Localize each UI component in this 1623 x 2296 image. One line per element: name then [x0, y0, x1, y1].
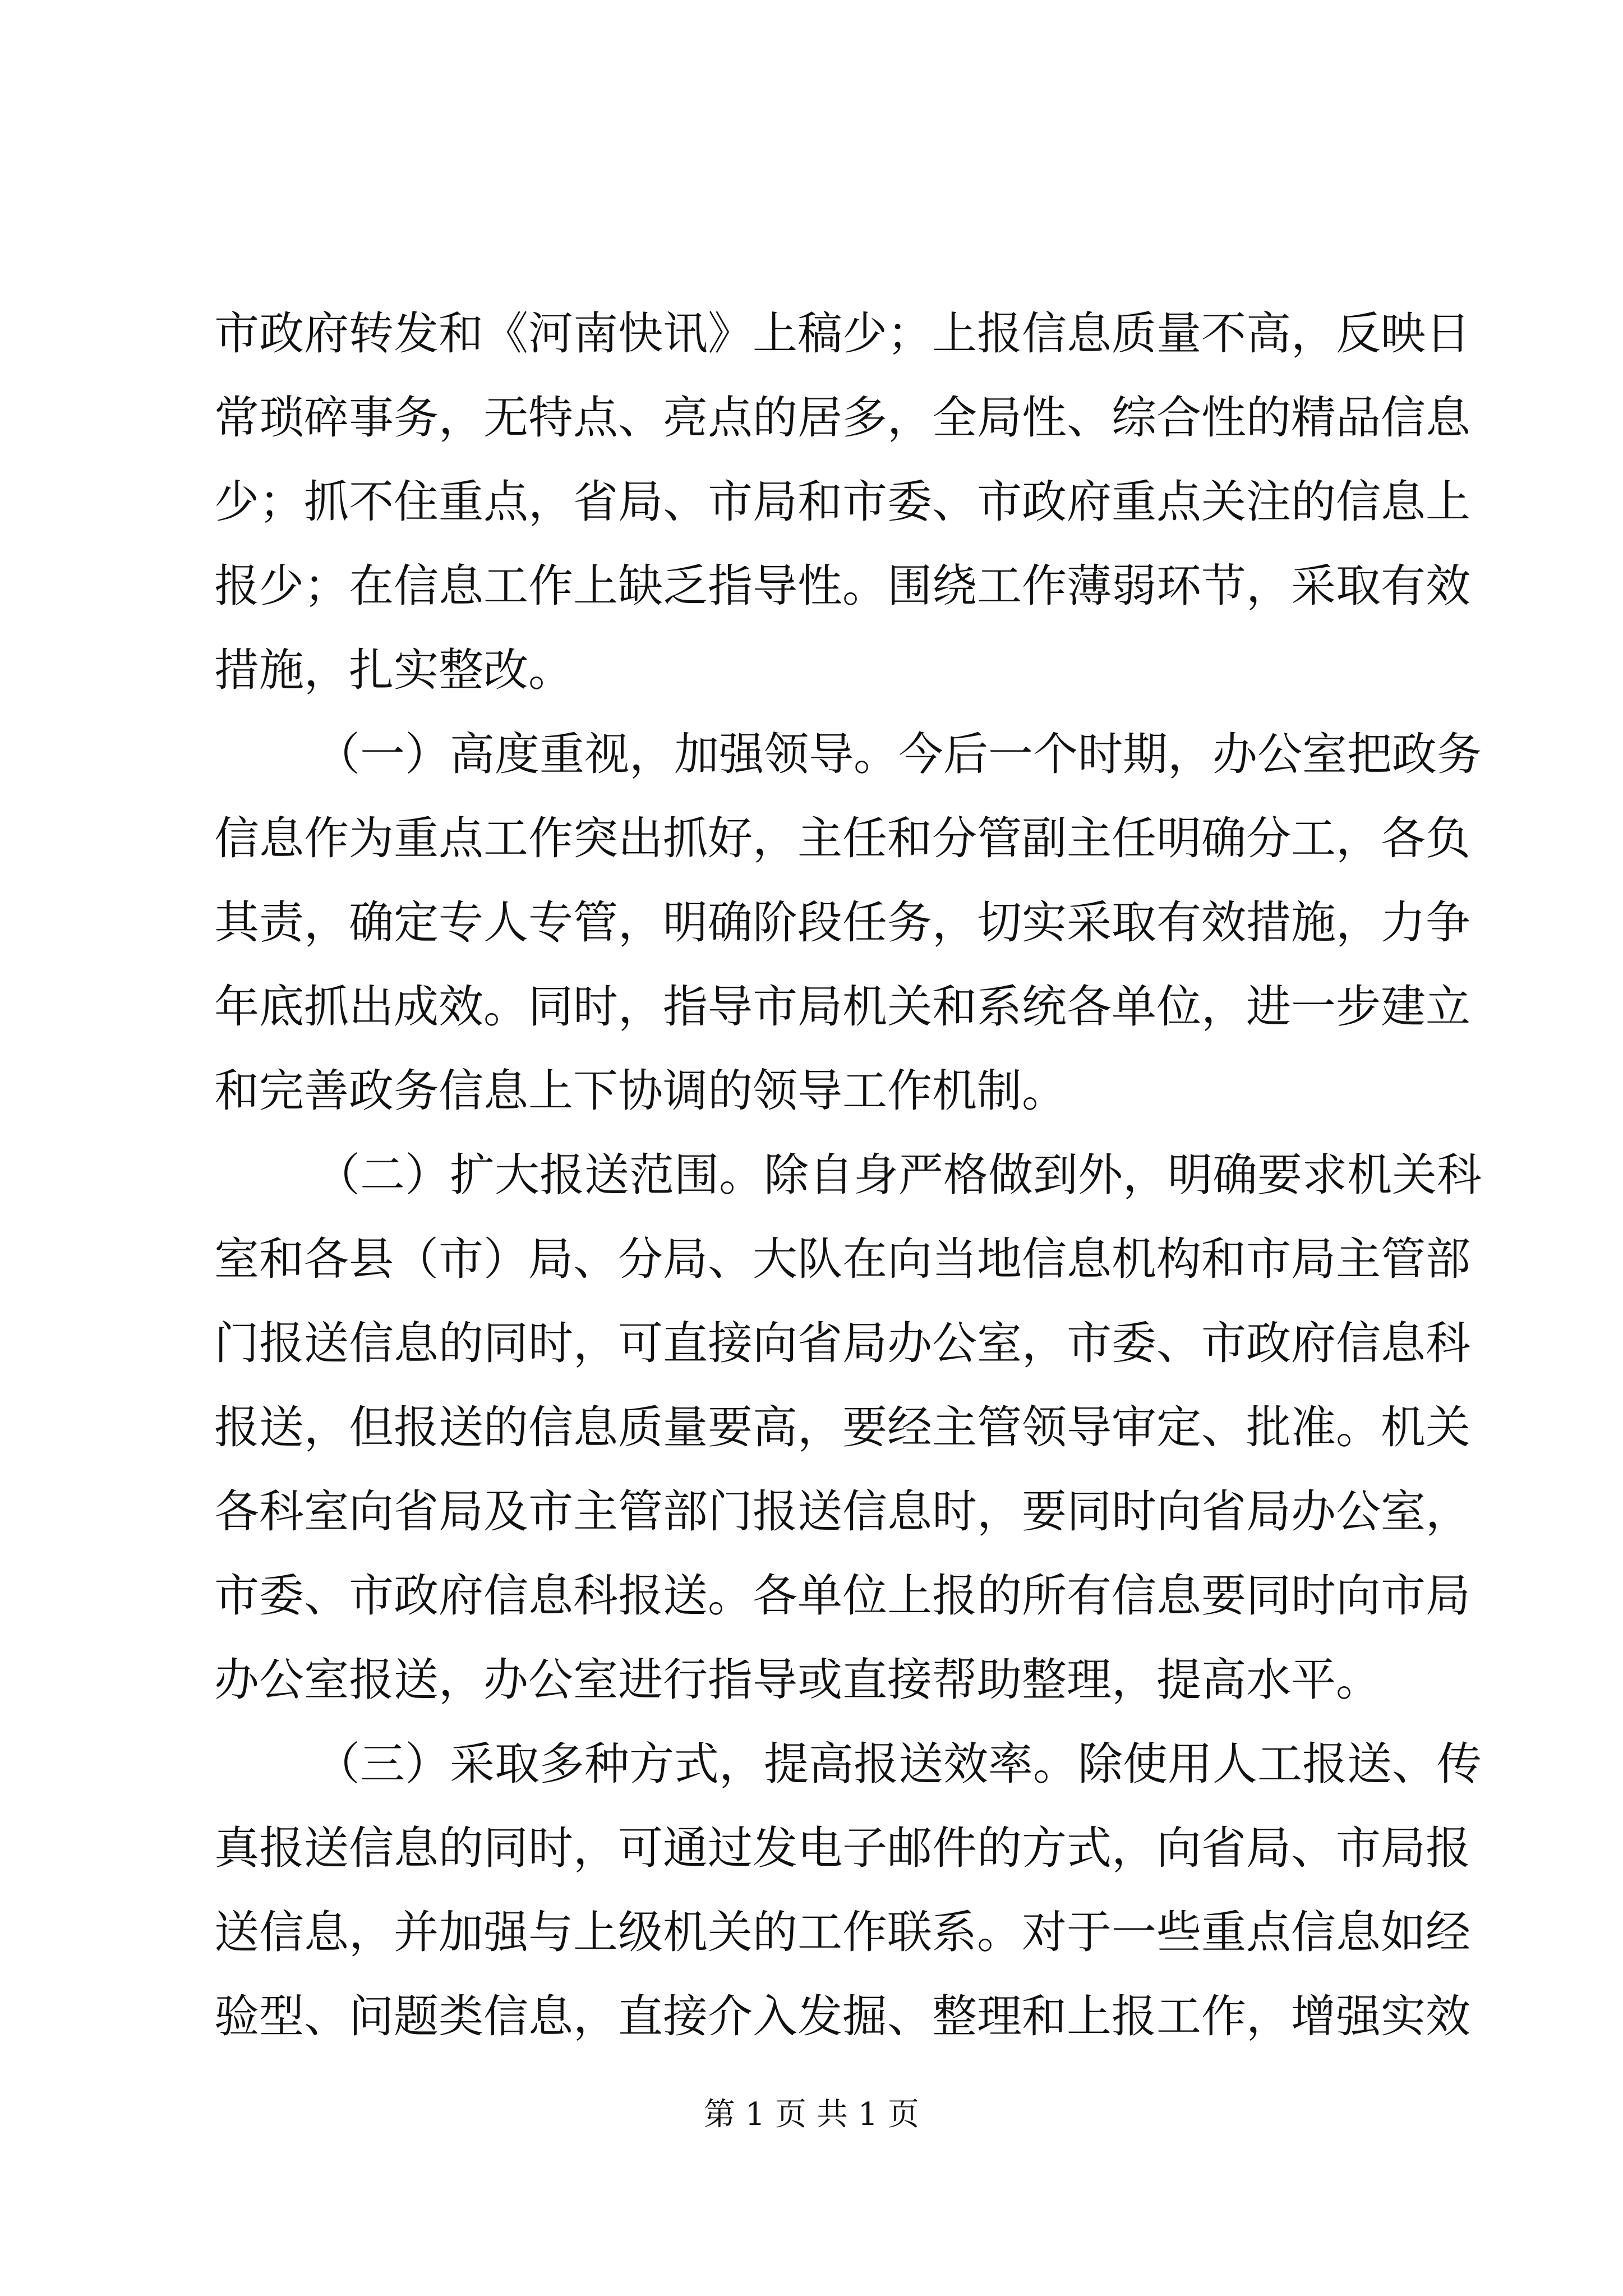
- text-line: 真报送信息的同时，可通过发电子邮件的方式，向省局、市局报: [214, 1822, 1470, 1874]
- text-line: 常琐碎事务，无特点、亮点的居多，全局性、综合性的精品信息: [214, 392, 1470, 444]
- text-line: （三）采取多种方式，提高报送效率。除使用人工报送、传: [315, 1738, 1482, 1790]
- text-line: 验型、问题类信息，直接介入发掘、整理和上报工作，增强实效: [214, 1990, 1470, 2042]
- text-line: 和完善政务信息上下协调的领导工作机制。: [214, 1065, 1067, 1117]
- text-line: （一）高度重视，加强领导。今后一个时期，办公室把政务: [315, 728, 1482, 780]
- text-line: （二）扩大报送范围。除自身严格做到外，明确要求机关科: [315, 1149, 1482, 1201]
- text-line: 报少；在信息工作上缺乏指导性。围绕工作薄弱环节，采取有效: [214, 560, 1470, 612]
- text-line: 少；抓不住重点，省局、市局和市委、市政府重点关注的信息上: [214, 476, 1470, 528]
- text-line: 市委、市政府信息科报送。各单位上报的所有信息要同时向市局: [214, 1570, 1470, 1622]
- text-line: 门报送信息的同时，可直接向省局办公室，市委、市政府信息科: [214, 1317, 1470, 1369]
- text-line: 报送，但报送的信息质量要高，要经主管领导审定、批准。机关: [214, 1401, 1470, 1453]
- text-line: 年底抓出成效。同时，指导市局机关和系统各单位，进一步建立: [214, 981, 1470, 1033]
- text-line: 措施，扎实整改。: [214, 644, 573, 696]
- text-line: 办公室报送，办公室进行指导或直接帮助整理，提高水平。: [214, 1654, 1381, 1706]
- text-line: 各科室向省局及市主管部门报送信息时，要同时向省局办公室，: [214, 1485, 1470, 1538]
- text-line: 室和各县（市）局、分局、大队在向当地信息机构和市局主管部: [214, 1233, 1470, 1285]
- page-footer: 第 1 页 共 1 页: [703, 2096, 920, 2133]
- text-line: 信息作为重点工作突出抓好，主任和分管副主任明确分工，各负: [214, 812, 1470, 864]
- document-body: [214, 292, 1482, 2059]
- text-line: 送信息，并加强与上级机关的工作联系。对于一些重点信息如经: [214, 1906, 1470, 1958]
- text-line: 其责，确定专人专管，明确阶段任务，切实采取有效措施，力争: [214, 896, 1470, 949]
- text-line: 市政府转发和《河南快讯》上稿少；上报信息质量不高，反映日: [214, 307, 1470, 360]
